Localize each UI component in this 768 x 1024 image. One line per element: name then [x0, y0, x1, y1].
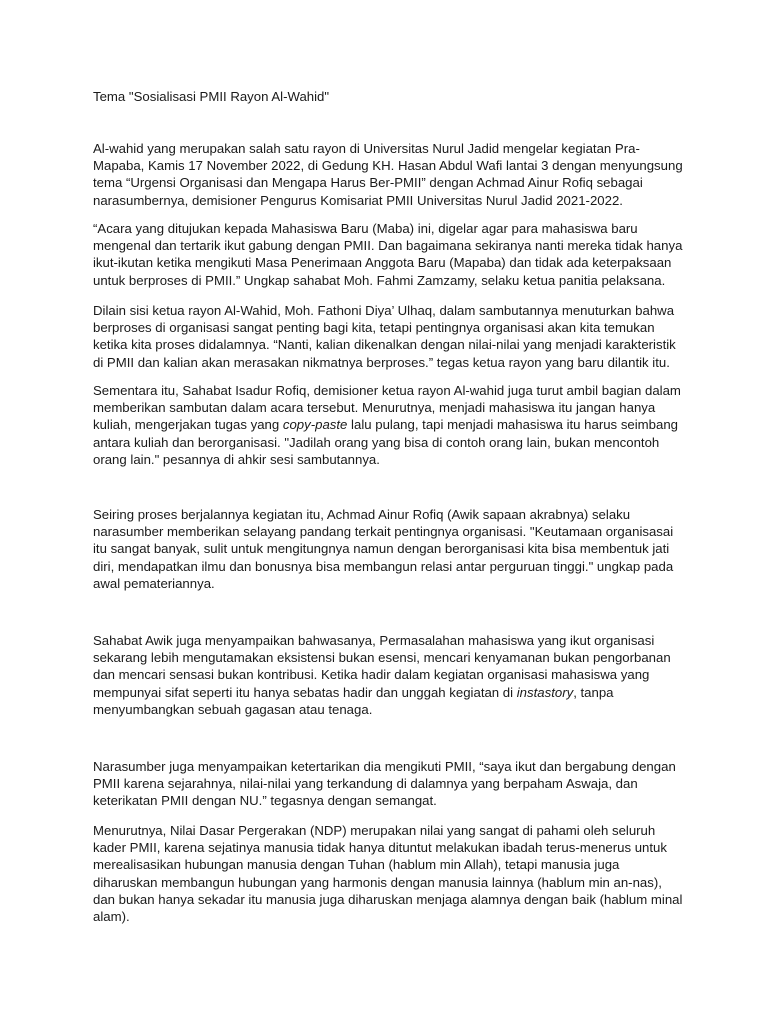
- italic-term: instastory: [516, 684, 574, 700]
- paragraph-8: [93, 822, 683, 925]
- text-line: mempunyai sifat seperti itu hanya sebatas hadir dan unggah kegiatan di instastory, tanpa: [93, 684, 614, 700]
- text-line: tema “Urgensi Organisasi dan Mengapa Harus Ber-PMII” dengan Achmad Ainur Rofiq sebagai: [93, 175, 643, 191]
- text-line: Sementara itu, Sahabat Isadur Rofiq, demisioner ketua rayon Al-wahid juga turut ambil bagian dalam: [93, 383, 681, 398]
- text-line: di PMII dan kalian akan merasakan nikmatnya berproses.” tegas ketua rayon yang baru dilantik itu.: [93, 354, 670, 370]
- paragraph-1: [93, 140, 683, 209]
- text-line: ketika kita proses didalamnya. “Nanti, kalian dikenalkan dengan nilai-nilai yang menjadi karakteristik: [93, 337, 676, 353]
- text-line: narasumber memberikan selayang pandang terkait pentingnya organisasi. "Keutamaan organisasai: [93, 524, 674, 540]
- text-line: antara kuliah dan berorganisasi. "Jadilah orang yang bisa di contoh orang lain, bukan mencontoh: [93, 434, 660, 450]
- paragraph-2: [93, 220, 683, 289]
- text-line: diri, mendapatkan ilmu dan bonusnya bisa membangun relasi antar perguruan tinggi." ungkap pada: [93, 558, 674, 574]
- text-line: menyumbangkan sebuah gagasan atau tenaga.: [93, 701, 373, 717]
- text-line: narasumbernya, demisioner Pengurus Komisariat PMII Universitas Nurul Jadid 2021-2022.: [93, 192, 623, 208]
- text-line: alam).: [93, 909, 130, 925]
- text-line: Mapaba, Kamis 17 November 2022, di Gedung KH. Hasan Abdul Wafi lantai 3 dengan menyungsung: [93, 158, 683, 174]
- text-line: Sahabat Awik juga menyampaikan bahwasanya, Permasalahan mahasiswa yang ikut organisasi: [93, 633, 655, 648]
- text-line: awal pemateriannya.: [93, 575, 215, 591]
- text-line: dan bukan hanya sekadar itu manusia juga diharuskan menjaga alamnya dengan baik (hablum minal: [93, 891, 683, 907]
- paragraph-5: [93, 506, 673, 592]
- paragraph-3: [93, 302, 676, 371]
- text-line: dan mencari sensasi bukan kontribusi. Ketika hadir dalam kegiatan organisasi mahasiswa yang: [93, 667, 650, 683]
- text-line: kuliah, mengerjakan tugas yang copy-paste lalu pulang, tapi menjadi mahasiswa itu harus seimbang: [93, 417, 678, 433]
- paragraph-4: [93, 382, 681, 468]
- text-line: sekarang lebih mengutamakan eksistensi bukan esensi, mencari kenyamanan bukan pengorbanan: [93, 650, 671, 666]
- text-line: berproses di organisasi sangat penting bagi kita, tetapi pentingnya organisasi akan kita temukan: [93, 320, 655, 336]
- text-line: Dilain sisi ketua rayon Al-Wahid, Moh. Fathoni Diya’ Ulhaq, dalam sambutannya menuturkan bahwa: [93, 303, 675, 318]
- text-line: itu sangat banyak, sulit untuk mengitungnya namun dengan berorganisasi kita bisa membentuk jati: [93, 541, 670, 557]
- text-line: orang lain." pesannya di ahkir sesi sambutannya.: [93, 451, 380, 467]
- paragraph-7: [93, 758, 676, 810]
- text-line: merealisasikan hubungan manusia dengan Tuhan (hablum min Allah), tetapi manusia juga: [93, 857, 620, 873]
- text-line: “Acara yang ditujukan kepada Mahasiswa Baru (Maba) ini, digelar agar para mahasiswa baru: [93, 221, 638, 236]
- document-title: Tema "Sosialisasi PMII Rayon Al-Wahid": [93, 89, 330, 104]
- text-line: diharuskan membangun hubungan yang harmonis dengan manusia lainnya (hablum min an-nas),: [93, 874, 662, 890]
- paragraph-6: [93, 632, 673, 718]
- italic-term: copy-paste: [282, 417, 348, 433]
- text-line: ikut-ikutan ketika mengikuti Masa Penerimaan Anggota Baru (Mapaba) dan tidak ada keterpaksaan: [93, 255, 672, 271]
- text-line: Narasumber juga menyampaikan ketertarikan dia mengikuti PMII, “saya ikut dan bergabung dengan: [93, 759, 676, 774]
- text-line: Seiring proses berjalannya kegiatan itu, Achmad Ainur Rofiq (Awik sapaan akrabnya) selaku: [93, 507, 631, 522]
- text-line: mengenal dan tertarik ikut gabung dengan PMII. Dan bagaimana sekiranya nanti mereka tidak hanya: [93, 238, 683, 254]
- text-line: Menurutnya, Nilai Dasar Pergerakan (NDP) merupakan nilai yang sangat di pahami oleh seluruh: [93, 823, 656, 838]
- text-line: PMII karena sejarahnya, nilai-nilai yang terkandung di dalamnya yang berpaham Aswaja, dan: [93, 776, 638, 792]
- text-line: Al-wahid yang merupakan salah satu rayon di Universitas Nurul Jadid mengelar kegiatan Pra-: [93, 141, 640, 156]
- text-line: keterikatan PMII dengan NU.” tegasnya dengan semangat.: [93, 793, 437, 809]
- text-line: untuk berproses di PMII.” Ungkap sahabat Moh. Fahmi Zamzamy, selaku ketua panitia pelaksana.: [93, 272, 666, 288]
- text-line: memberikan sambutan dalam acara tersebut. Menurutnya, menjadi mahasiswa itu jangan hanya: [93, 400, 656, 416]
- text-line: kader PMII, karena sejatinya manusia tidak hanya dituntut melakukan ibadah terus-menerus untuk: [93, 840, 667, 856]
